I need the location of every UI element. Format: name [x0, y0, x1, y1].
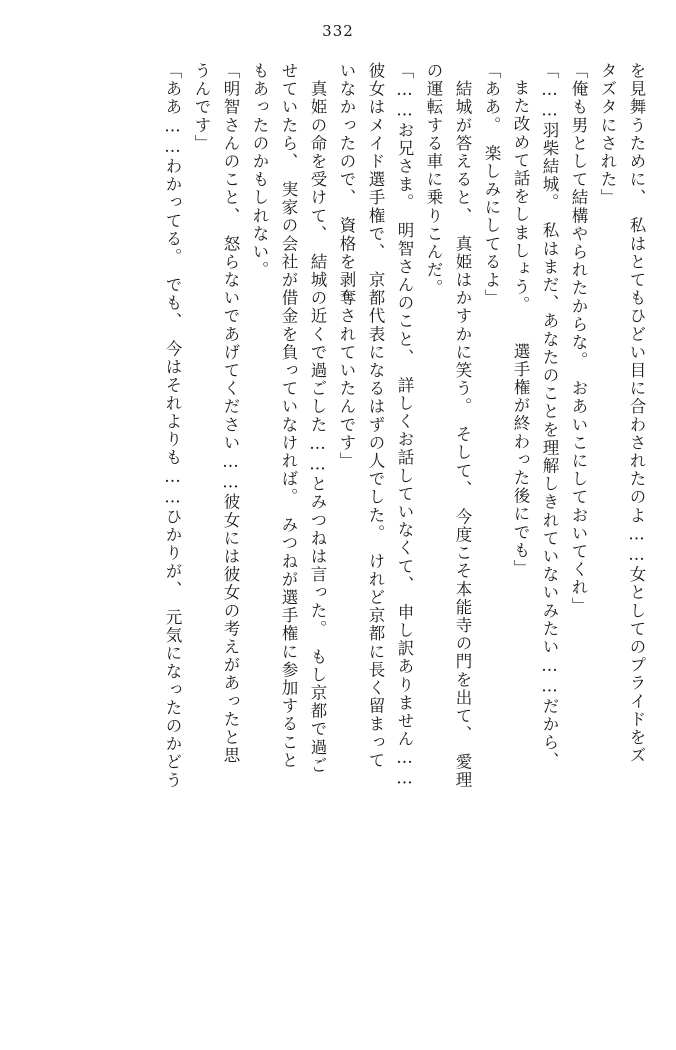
text-column: いなかったので、 資格を剥奪されていたんです」 [337, 62, 356, 471]
text-column: 「……羽柴結城。 私はまだ、あなたのことを理解しきれていないみたい……だから、 [540, 62, 559, 770]
text-column: また改めて話をしましょう。 選手権が終わった後にでも」 [511, 79, 530, 578]
vertical-text-block [34, 62, 644, 1017]
text-column: 真姫の命を受けて、 結城の近くで過ごした……とみつねは言った。 もし京都で過ご [308, 62, 327, 775]
text-column: 彼女はメイド選手権で、 京都代表になるはずの人でした。 けれど京都に長く留まって [366, 62, 385, 770]
text-column: タズタにされた」 [598, 62, 617, 207]
text-column: 「……お兄さま。 明智さんのこと、 詳しくお話していなくて、 申し訳ありません…… [395, 62, 414, 790]
text-column: せていたら、 実家の会社が借金を負っていなければ。 みつねが選手権に参加すること [279, 62, 298, 770]
text-column: 「俺も男として結構やられたからな。 おあいこにしておいてくれ」 [569, 62, 588, 615]
text-column: うんです」 [192, 62, 211, 153]
page-number: 332 [322, 22, 354, 40]
text-column: 「明智さんのこと、 怒らないであげてください……彼女には彼女の考えがあったと思 [221, 62, 240, 765]
text-column: を見舞うために、 私はとてもひどい目に合わされたのよ……女としてのプライドをズ [627, 62, 646, 765]
text-column: の運転する車に乗りこんだ。 [424, 62, 443, 298]
text-column: 結城が答えると、 真姫はかすかに笑う。 そして、 今度こそ本能寺の門を出て、 愛理 [453, 62, 472, 790]
text-column: 「ああ。 楽しみにしてるよ」 [482, 62, 501, 308]
text-column: 「ああ……わかってる。 でも、 今はそれよりも……ひかりが、 元気になったのかどう [163, 62, 182, 790]
text-column: もあったのかもしれない。 [250, 62, 269, 280]
